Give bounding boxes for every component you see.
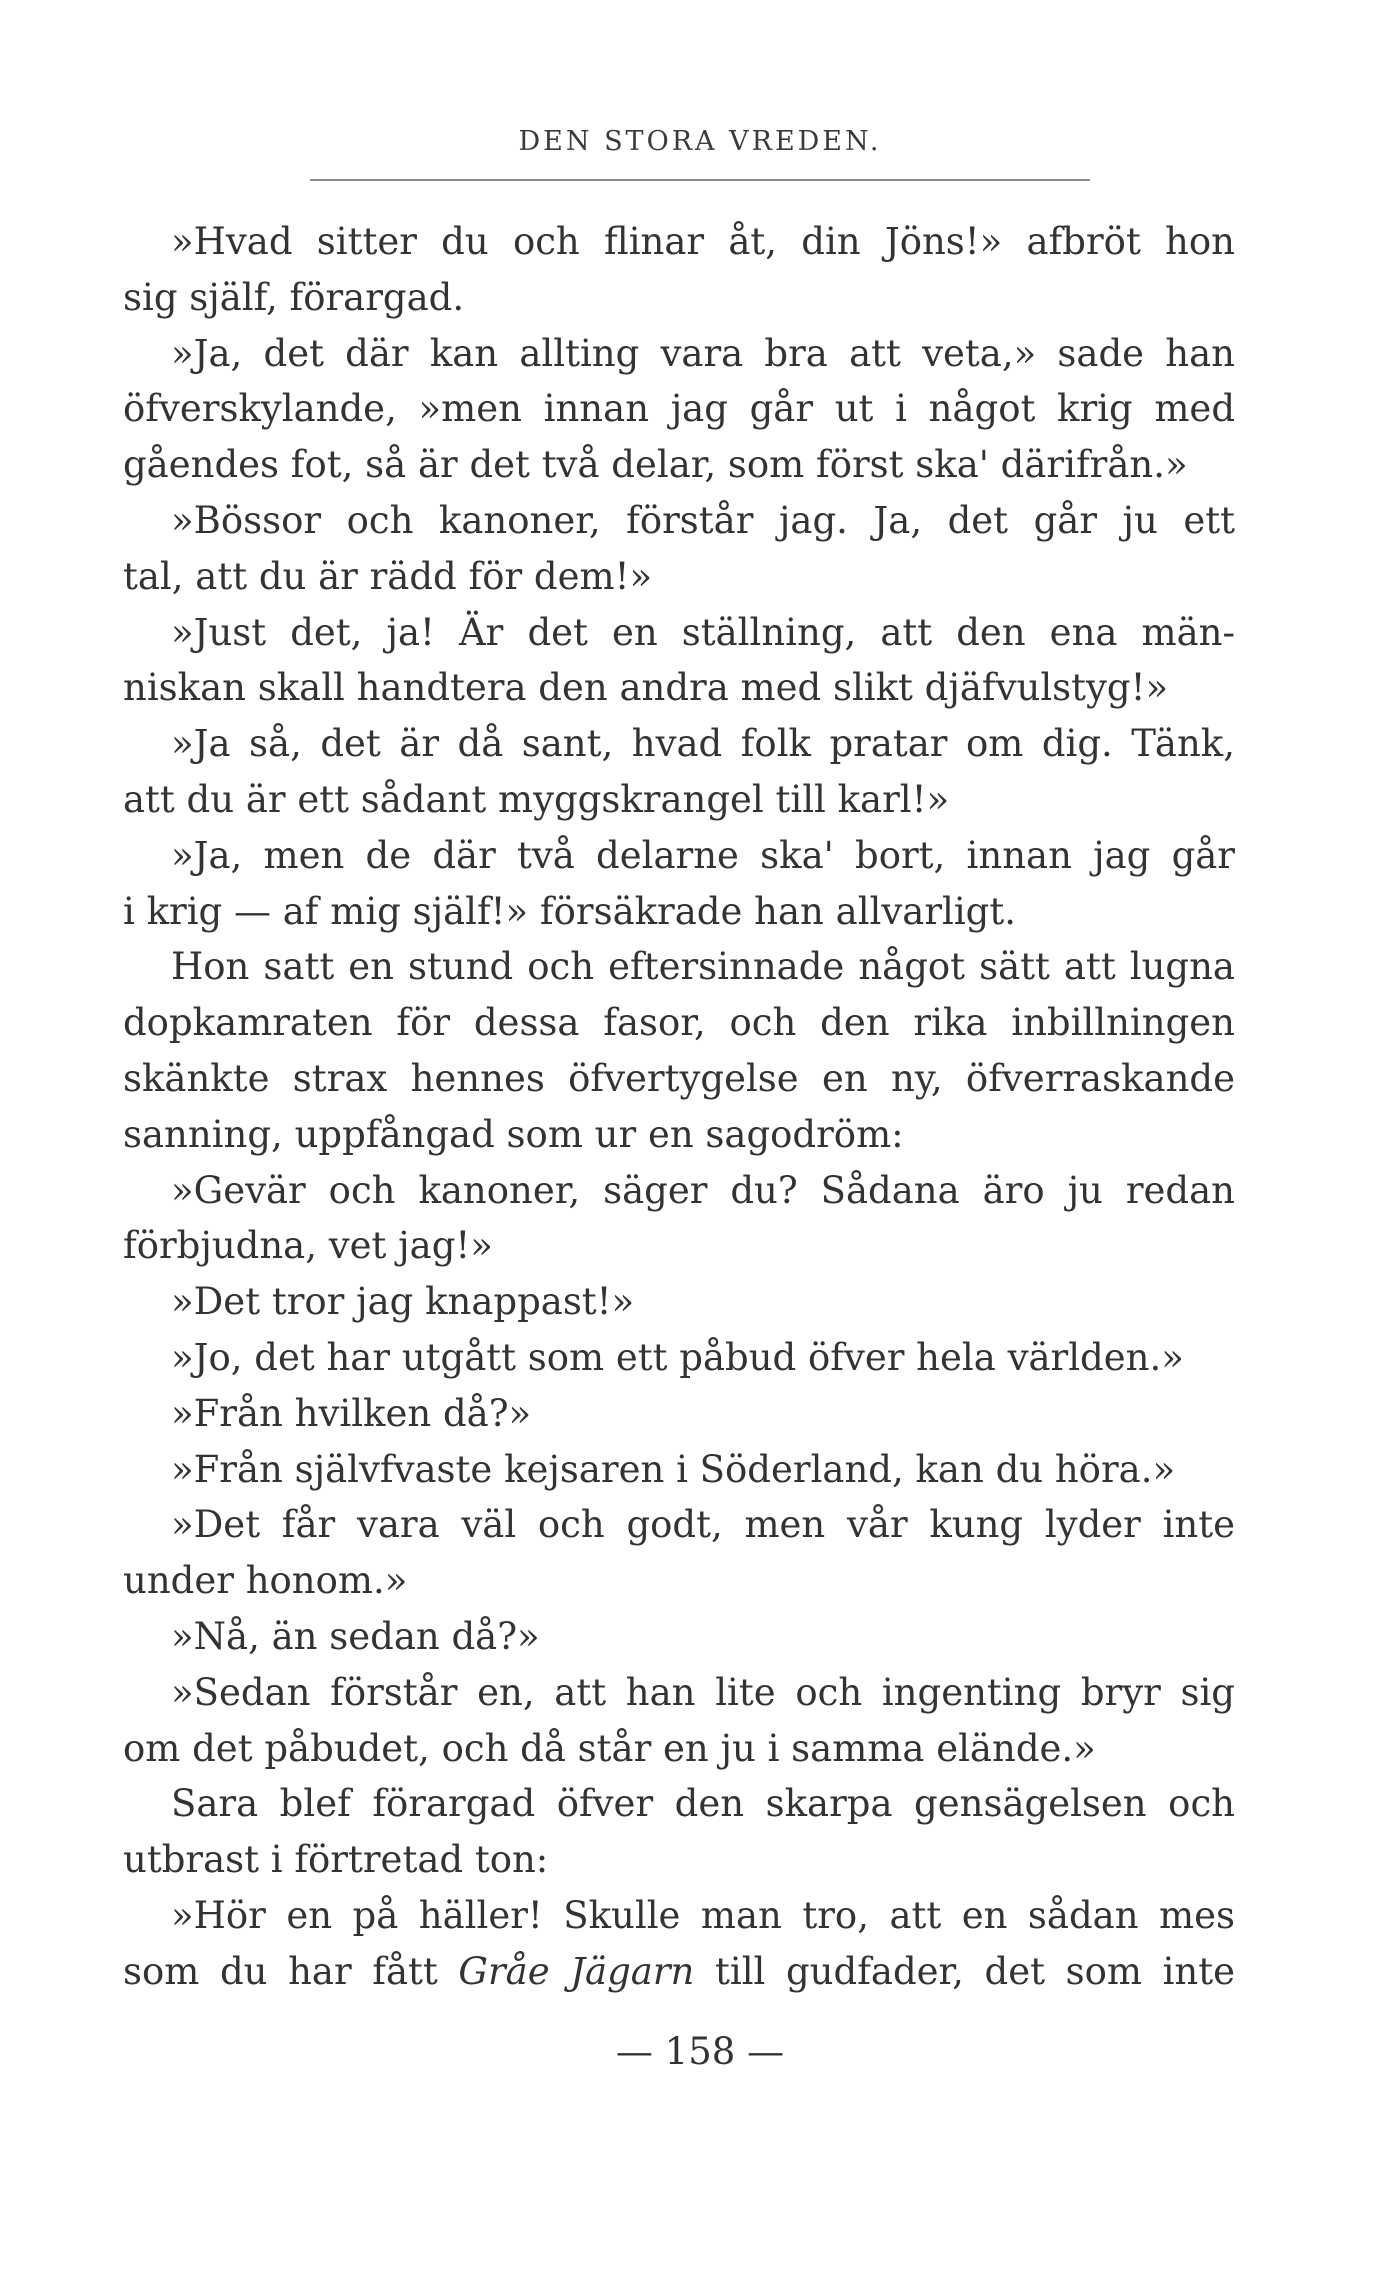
text-line: »Ja, det där kan allting vara bra att veta,» sade han — [171, 331, 1235, 375]
text-line: om det påbudet, och då står en ju i samma elände.» — [123, 1726, 1096, 1770]
text-line: förbjudna, vet jag!» — [123, 1224, 493, 1268]
text-line: öfverskylande, »men innan jag går ut i något krig med — [123, 387, 1235, 431]
body-text — [123, 214, 1235, 2000]
text-line: »Det får vara väl och godt, men vår kung lyder inte — [171, 1503, 1235, 1547]
text-line: »Hör en på häller! Skulle man tro, att en sådan mes — [171, 1893, 1235, 1937]
text-line: Hon satt en stund och eftersinnade något sätt att lugna — [171, 945, 1235, 989]
text-line: »Gevär och kanoner, säger du? Sådana äro ju redan — [171, 1168, 1235, 1212]
text-line: utbrast i förtretad ton: — [123, 1838, 549, 1882]
text-line: tal, att du är rädd för dem!» — [123, 554, 653, 598]
text-line: »Från självfvaste kejsaren i Söderland, kan du höra.» — [171, 1447, 1176, 1491]
text-line: »Det tror jag knappast!» — [171, 1280, 635, 1324]
running-head: DEN STORA VREDEN. — [518, 126, 882, 157]
text-fragment: till gudfader, det som inte — [694, 1949, 1235, 1993]
text-line: »Nå, än sedan då?» — [171, 1614, 540, 1658]
text-line: sig själf, förargad. — [123, 275, 465, 319]
text-line: i krig — af mig själf!» försäkrade han allvarligt. — [123, 889, 1016, 933]
text-line: gåendes fot, så är det två delar, som först ska' därifrån.» — [123, 443, 1188, 487]
text-line: »Just det, ja! Är det en ställning, att den ena män- — [171, 610, 1235, 654]
text-line: »Ja så, det är då sant, hvad folk pratar om dig. Tänk, — [171, 722, 1235, 766]
text-line: »Från hvilken då?» — [171, 1391, 532, 1435]
text-fragment: som du har fått — [123, 1949, 459, 1993]
text-line: »Bössor och kanoner, förstår jag. Ja, det går ju ett — [171, 498, 1235, 542]
text-line: under honom.» — [123, 1559, 408, 1603]
text-line-final — [123, 1944, 1235, 2000]
text-line: »Ja, men de där två delarne ska' bort, innan jag går — [171, 833, 1235, 877]
text-line: sanning, uppfångad som ur en sagodröm: — [123, 1112, 904, 1156]
text-line: niskan skall handtera den andra med slikt djäfvulstyg!» — [123, 666, 1169, 710]
text-line: att du är ett sådant myggskrangel till karl!» — [123, 777, 950, 821]
text-line: »Sedan förstår en, att han lite och ingenting bryr sig — [171, 1670, 1235, 1714]
italic-name: Gråe Jägarn — [458, 1949, 695, 1993]
header-rule — [310, 179, 1090, 181]
text-line: skänkte strax hennes öfvertygelse en ny, öfverraskande — [123, 1056, 1235, 1100]
text-line: »Jo, det har utgått som ett påbud öfver hela världen.» — [171, 1335, 1184, 1379]
text-line: »Hvad sitter du och flinar åt, din Jöns!» afbröt hon — [171, 220, 1235, 263]
page-number: — 158 — — [615, 2030, 785, 2073]
text-line: Sara blef förargad öfver den skarpa gensägelsen och — [171, 1782, 1235, 1826]
text-line: dopkamraten för dessa fasor, och den rika inbillningen — [123, 1001, 1235, 1045]
